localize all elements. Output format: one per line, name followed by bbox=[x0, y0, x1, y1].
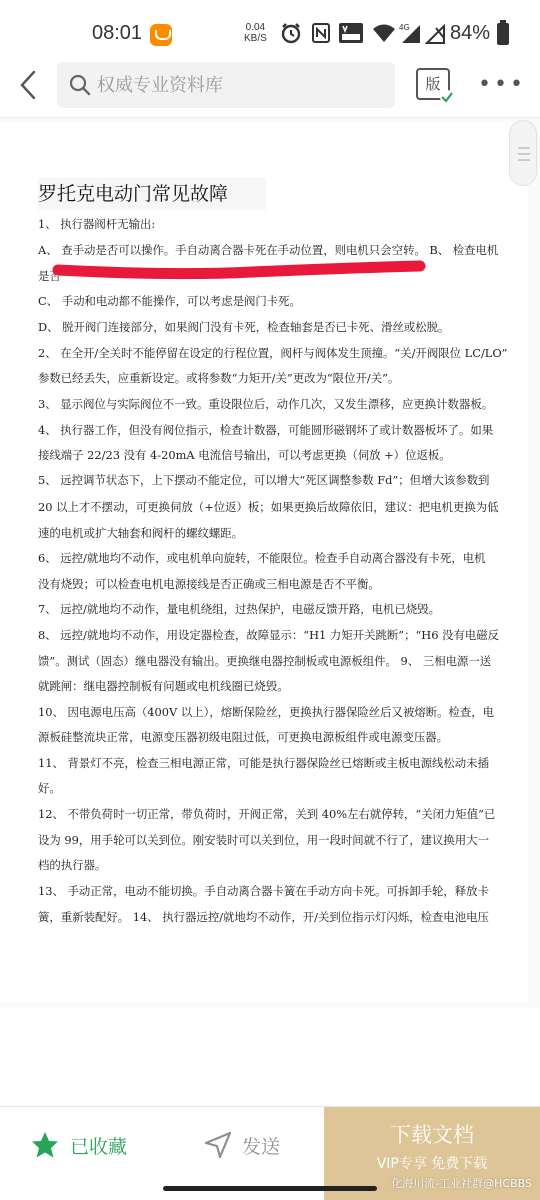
network-speed-value: 0.04 bbox=[245, 22, 266, 33]
doc-line: A、 查手动是否可以操作。手自动离合器卡死在手动位置，则电机只会空转。 B、 检查电机 bbox=[38, 243, 499, 257]
version-label: 版 bbox=[425, 75, 441, 93]
search-icon bbox=[69, 74, 91, 96]
status-time: 08:01 bbox=[92, 22, 143, 44]
doc-line: 设为 99，用手轮可以关到位。刚安装时可以关到位，用一段时间就不行了，建议换用大一 bbox=[38, 833, 489, 847]
network-speed-unit: KB/S bbox=[244, 33, 267, 44]
doc-line: 源板硅整流块正常，电源变压器初级电阻过低，可更换电源板组件或电源变压器。 bbox=[38, 730, 449, 744]
doc-line: 档的执行器。 bbox=[38, 858, 107, 872]
doc-line: 13、 手动正常，电动不能切换。手自动离合器卡簧在手动方向卡死。可拆卸手轮，释放卡 bbox=[38, 884, 489, 898]
version-button[interactable] bbox=[416, 68, 450, 100]
doc-line: 好。 bbox=[38, 781, 61, 795]
send-icon bbox=[204, 1131, 232, 1159]
doc-line: 10、 因电源电压高（400V 以上），熔断保险丝，更换执行器保险丝后又被熔断。检查，电 bbox=[38, 705, 495, 719]
doc-line: 没有烧毁；可以检查电机电源接线是否正确或三相电源是否不平衡。 bbox=[38, 577, 380, 591]
doc-line: C、 手动和电动都不能操作，可以考虑是阀门卡死。 bbox=[38, 294, 301, 308]
doc-line: 8、 远控/就地均不动作，用设定器检查，故障显示：“H1 力矩开关跳断”；“H6 没有电磁反 bbox=[38, 628, 500, 642]
page-gap bbox=[0, 1008, 540, 1108]
doc-line: 簧，重新装配好。 14、 执行器远控/就地均不动作，开/关到位指示灯闪烁，检查电池电压 bbox=[38, 910, 489, 924]
doc-line: 接线端子 22/23 没有 4-20mA 电流信号输出，可以考虑更换（伺放 +）位返板。 bbox=[38, 448, 451, 462]
favorite-button[interactable] bbox=[30, 1125, 127, 1165]
doc-line: D、 脱开阀门连接部分，如果阀门没有卡死，检查轴套是否已卡死、滑丝或松脱。 bbox=[38, 320, 450, 334]
check-icon bbox=[440, 90, 454, 104]
doc-line: 是否 bbox=[38, 269, 61, 283]
no-signal-icon bbox=[424, 22, 446, 44]
more-options-icon[interactable]: ••• bbox=[478, 72, 526, 97]
favorite-label: 已收藏 bbox=[70, 1135, 128, 1158]
home-indicator[interactable] bbox=[163, 1186, 377, 1191]
watermark-text: 化海川流-工业社群@HCBBS bbox=[391, 1177, 532, 1190]
uc-browser-icon bbox=[150, 24, 172, 46]
doc-line: 11、 背景灯不亮，检查三相电源正常，可能是执行器保险丝已熔断或主板电源线松动未插 bbox=[38, 756, 489, 770]
nfc-icon bbox=[310, 22, 332, 44]
star-icon bbox=[30, 1130, 60, 1160]
wifi-icon bbox=[372, 22, 396, 44]
volte-icon bbox=[338, 22, 364, 44]
document-title: 罗托克电动门常见故障 bbox=[38, 178, 266, 210]
download-title: 下载文档 bbox=[390, 1123, 474, 1147]
top-nav bbox=[0, 56, 540, 118]
send-button[interactable] bbox=[204, 1125, 280, 1165]
signal-4g-icon bbox=[398, 22, 424, 44]
doc-line: 3、 显示阀位与实际阀位不一致。重设限位后，动作几次，又发生漂移，应更换计数器板。 bbox=[38, 397, 494, 411]
download-subtitle: VIP专享 免费下载 bbox=[376, 1156, 488, 1172]
battery-percentage: 84% bbox=[450, 22, 491, 44]
red-highlight-stroke bbox=[52, 256, 426, 280]
doc-line: 20 以上才不摆动，可更换伺放（+位返）板；如果更换后故障依旧，建议：把电机更换为低 bbox=[38, 500, 499, 514]
doc-line: 6、 远控/就地均不动作，或电机单向旋转，不能限位。检查手自动离合器没有卡死，电机 bbox=[38, 551, 486, 565]
send-label: 发送 bbox=[242, 1135, 281, 1158]
doc-line: 4、 执行器工作，但没有阀位指示，检查计数器，可能圆形磁钢坏了或计数器板坏了。如果 bbox=[38, 423, 494, 437]
doc-line: 速的电机或扩大轴套和阀杆的螺纹螺距。 bbox=[38, 526, 244, 540]
network-speed bbox=[244, 22, 267, 44]
search-input[interactable] bbox=[97, 62, 387, 108]
scroll-handle[interactable] bbox=[509, 120, 537, 186]
doc-line: 参数已经丢失，应重新设定。或将参数“力矩开/关”更改为“限位开/关”。 bbox=[38, 371, 400, 385]
search-box[interactable] bbox=[57, 62, 395, 108]
doc-line: 1、 执行器阀杆无输出: bbox=[38, 217, 156, 231]
doc-line: 7、 远控/就地均不动作，量电机绕组，过热保护，电磁反馈开路，电机已烧毁。 bbox=[38, 602, 440, 616]
signal-4g-label: 4G bbox=[399, 23, 410, 32]
battery-icon bbox=[497, 23, 509, 45]
doc-line: 12、 不带负荷时一切正常，带负荷时，开阀正常，关到 40%左右就停转，“关闭力矩值”已 bbox=[38, 807, 496, 821]
alarm-icon bbox=[280, 22, 302, 44]
doc-line: 就跳闸：继电器控制板有问题或电机线圈已烧毁。 bbox=[38, 679, 289, 693]
back-arrow-icon[interactable] bbox=[14, 70, 44, 100]
doc-line: 2、 在全开/全关时不能停留在设定的行程位置，阀杆与阀体发生顶撞。“关/开阀限位 LC/LO” bbox=[38, 346, 508, 360]
doc-line: 馈”。测试（固态）继电器没有输出。更换继电器控制板或电源板组件。 9、 三相电源一送 bbox=[38, 654, 492, 668]
doc-line: 5、 远控调节状态下，上下摆动不能定位，可以增大“死区调整参数 Fd”；但增大该参数到 bbox=[38, 473, 490, 487]
